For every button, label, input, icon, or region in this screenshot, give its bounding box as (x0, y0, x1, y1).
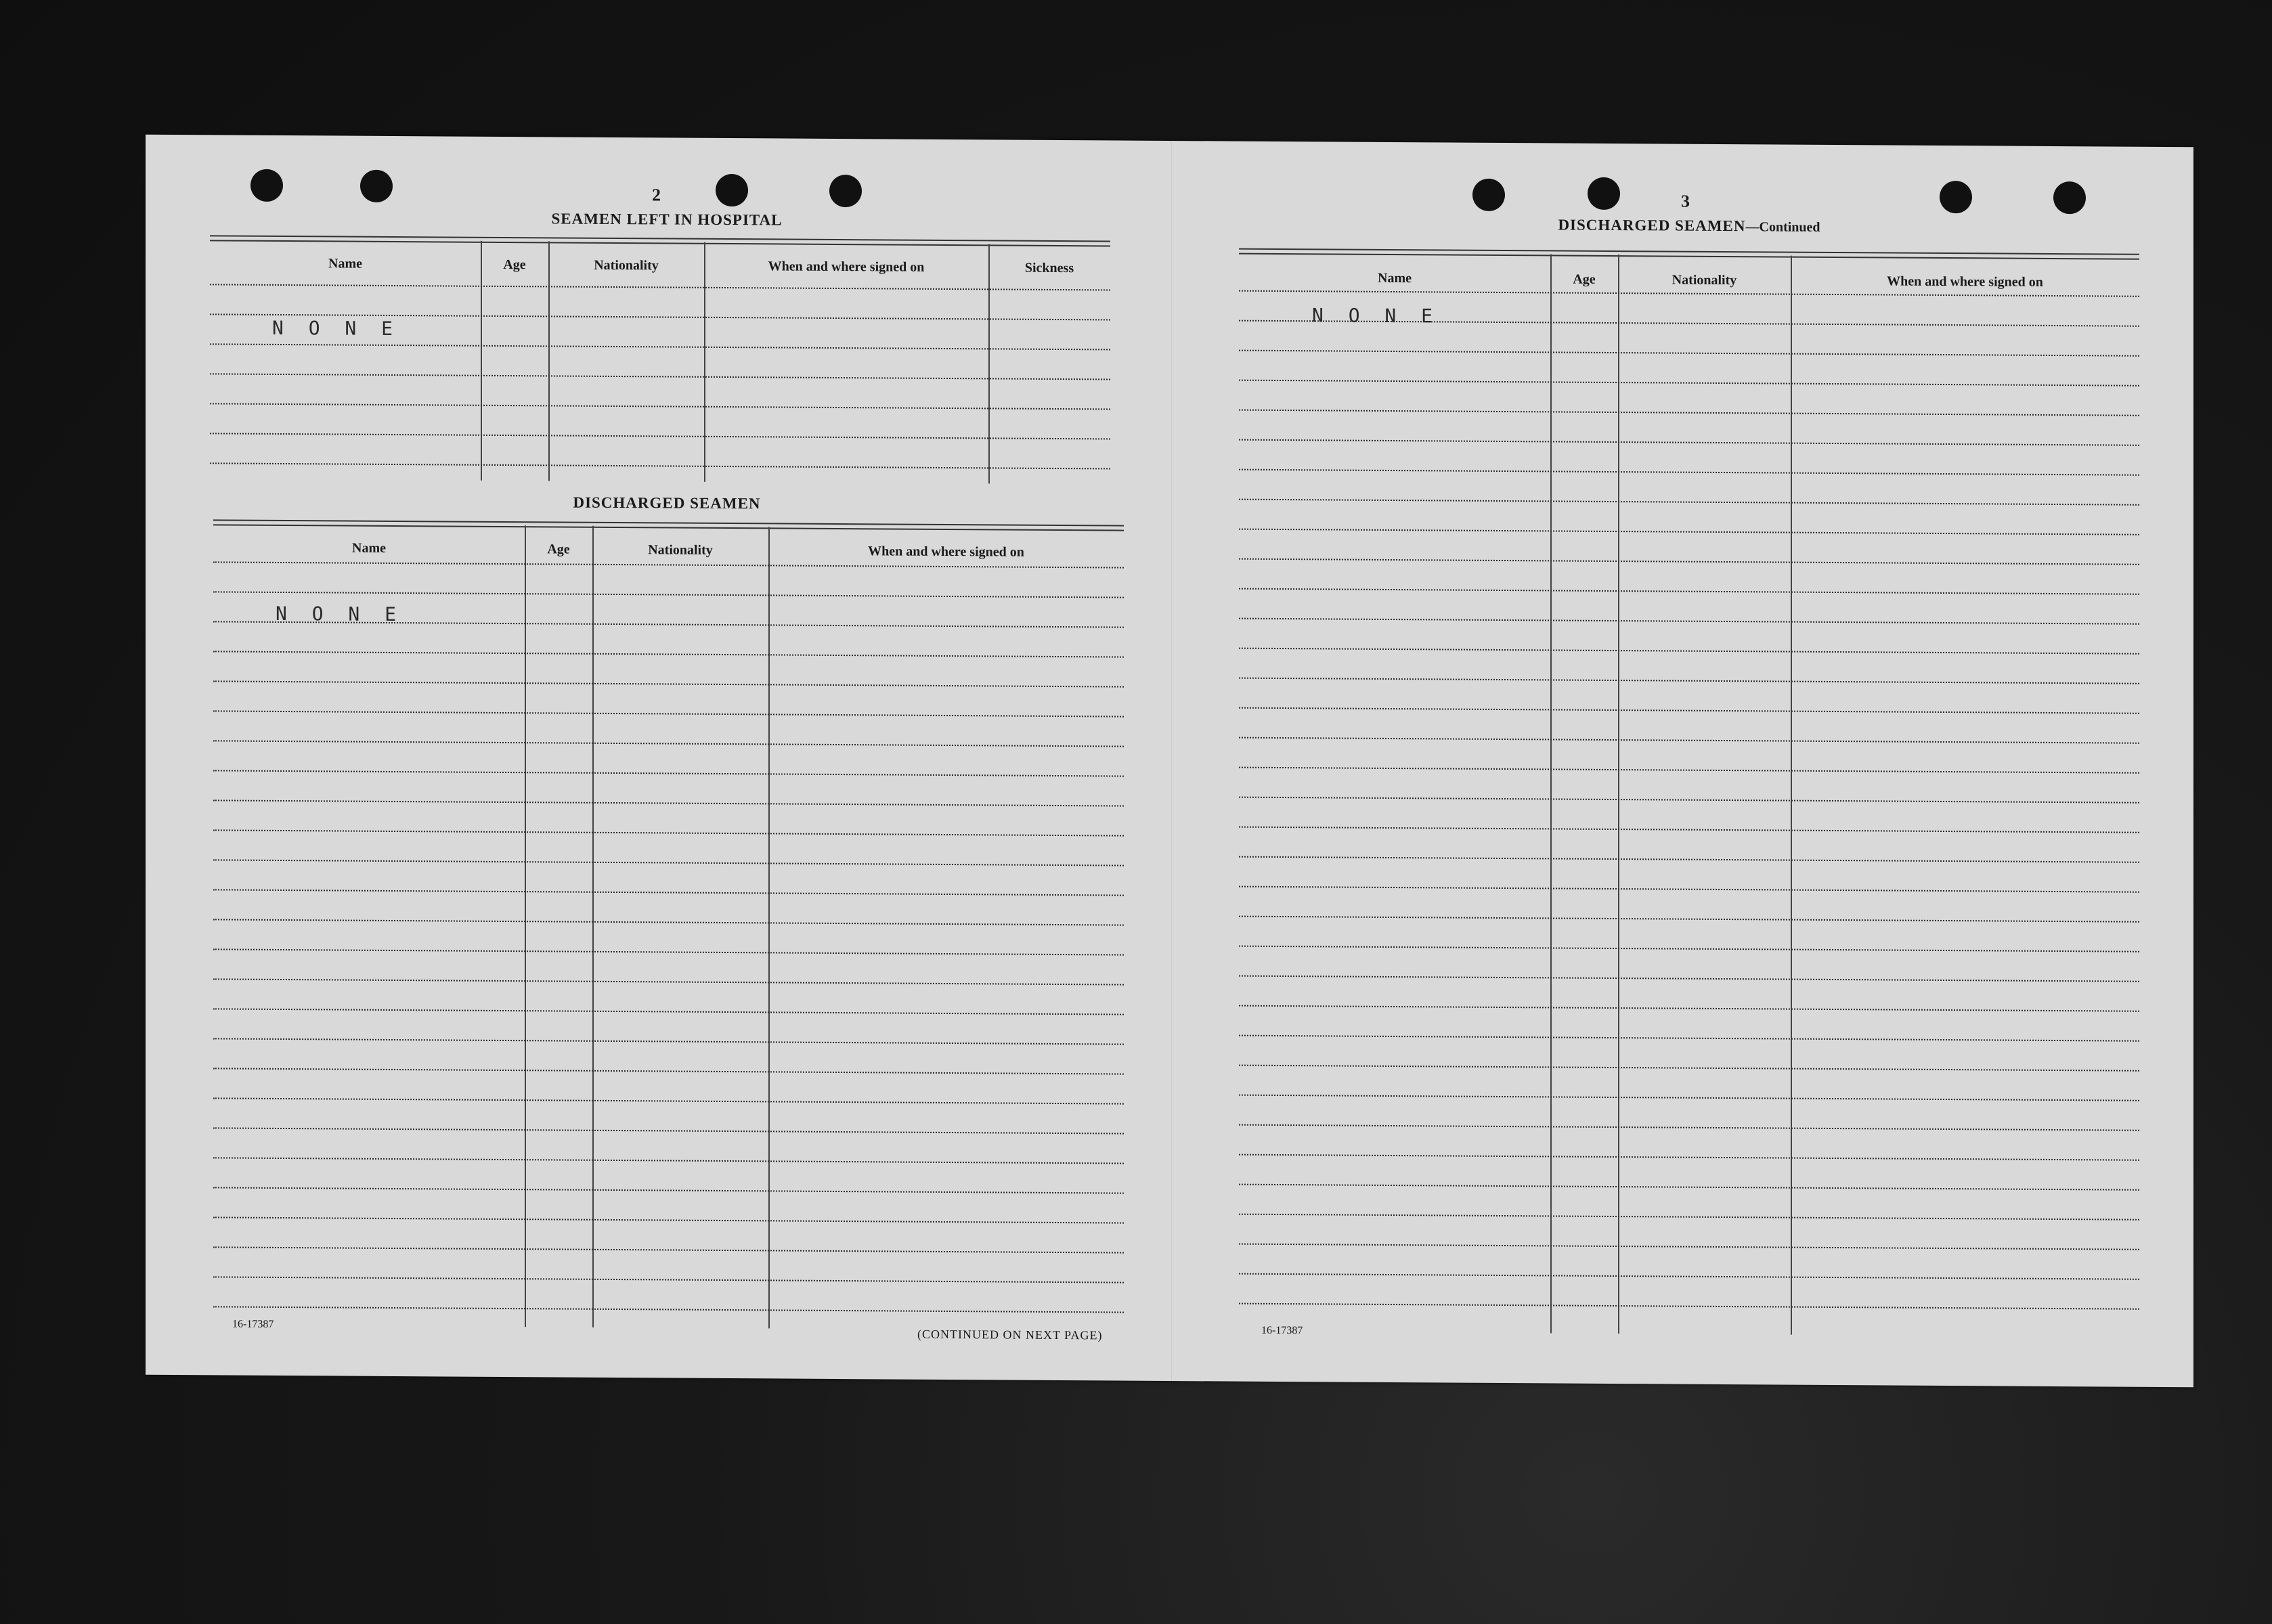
ruled-line (210, 373, 1110, 380)
punch-hole (829, 175, 862, 207)
column-header: Name (1378, 270, 1412, 286)
ruled-line (1239, 856, 2139, 863)
ruled-line (1239, 529, 2139, 535)
ruled-line (213, 978, 1124, 985)
ruled-line (1239, 648, 2139, 655)
ruled-line (213, 591, 1124, 598)
ruled-line (213, 919, 1124, 925)
column-divider (525, 525, 526, 1327)
ruled-line (210, 403, 1110, 410)
ruled-line (1239, 350, 2139, 357)
ruled-line (1239, 410, 2139, 416)
ruled-line (1239, 499, 2139, 506)
column-header: Nationality (648, 542, 713, 558)
ledger-spread (146, 135, 2193, 1387)
column-header: Age (547, 542, 570, 557)
ruled-line (213, 1216, 1124, 1223)
column-divider (592, 526, 594, 1327)
hospital-table (210, 235, 1110, 484)
column-divider (988, 244, 990, 483)
column-header: Sickness (1024, 260, 1074, 276)
discharged-table (213, 519, 1124, 1330)
ruled-line (1239, 827, 2139, 833)
ruled-line (213, 1038, 1124, 1045)
ruled-line (213, 1187, 1124, 1193)
ruled-line (210, 462, 1110, 469)
ruled-line (1239, 975, 2139, 982)
ruled-line (213, 1097, 1124, 1104)
column-divider (768, 527, 770, 1328)
ruled-line (1239, 946, 2139, 952)
column-divider (704, 242, 705, 482)
punch-hole (1940, 181, 1972, 213)
ruled-line (213, 740, 1124, 747)
discharged-continued-table (1239, 248, 2139, 1337)
ruled-line (1239, 1214, 2139, 1221)
punch-hole (716, 174, 748, 206)
left-page-number: 2 (652, 185, 661, 205)
ruled-line (1239, 1035, 2139, 1042)
page-fold (1171, 141, 1173, 1381)
ruled-line (1239, 767, 2139, 774)
ruled-line (213, 829, 1124, 836)
ruled-line (213, 1008, 1124, 1015)
ruled-line (213, 561, 1124, 568)
ruled-line (1239, 678, 2139, 684)
ruled-line (1239, 380, 2139, 387)
ruled-line (213, 1127, 1124, 1134)
ruled-line (1239, 737, 2139, 744)
ruled-line (213, 1068, 1124, 1074)
column-divider (481, 241, 482, 481)
ruled-line (210, 433, 1110, 439)
ruled-line (1239, 1005, 2139, 1012)
ruled-line (1239, 1065, 2139, 1072)
ruled-line (1239, 1095, 2139, 1101)
ruled-line (1239, 707, 2139, 714)
no-entries-text: N O N E (1312, 304, 1440, 328)
column-divider (1550, 254, 1552, 1333)
column-divider (548, 241, 550, 481)
ruled-line (1239, 1244, 2139, 1250)
ruled-line (1239, 558, 2139, 565)
right-title-suffix: —Continued (1745, 219, 1820, 235)
punch-hole (2053, 181, 2086, 214)
ruled-line (1239, 469, 2139, 476)
right-title-text: DISCHARGED SEAMEN (1558, 216, 1746, 235)
ruled-line (1239, 290, 2139, 297)
column-header: Nationality (594, 257, 659, 273)
ruled-line (213, 1276, 1124, 1283)
column-header: When and where signed on (868, 544, 1024, 560)
punch-hole (360, 170, 393, 202)
ruled-line (1239, 439, 2139, 446)
ruled-line (213, 1306, 1124, 1313)
continued-note: (CONTINUED ON NEXT PAGE) (917, 1327, 1103, 1342)
column-header: When and where signed on (1887, 273, 2043, 290)
right-page-number: 3 (1681, 191, 1690, 211)
ruled-line (1239, 588, 2139, 595)
column-header: When and where signed on (768, 259, 925, 275)
ruled-line (1239, 886, 2139, 893)
ruled-line (213, 770, 1124, 776)
ruled-line (213, 948, 1124, 955)
column-header: Name (352, 540, 386, 556)
ruled-line (213, 889, 1124, 896)
ruled-line (1239, 618, 2139, 625)
ruled-line (1239, 1154, 2139, 1161)
column-header: Age (503, 257, 526, 273)
ruled-line (1239, 1303, 2139, 1310)
ruled-line (210, 284, 1110, 290)
column-header: Name (328, 256, 362, 271)
no-entries-text: N O N E (276, 602, 403, 626)
ruled-line (213, 1157, 1124, 1164)
left-form-code: 16-17387 (232, 1318, 274, 1330)
ruled-line (210, 343, 1110, 350)
ruled-line (213, 651, 1124, 657)
right-form-code: 16-17387 (1261, 1324, 1303, 1337)
no-entries-text: N O N E (272, 316, 400, 341)
punch-hole (250, 169, 283, 202)
ruled-line (213, 1246, 1124, 1253)
ruled-line (1239, 1184, 2139, 1191)
column-header: Nationality (1672, 272, 1737, 288)
column-divider (1618, 255, 1619, 1334)
column-divider (1791, 256, 1792, 1335)
ruled-line (1239, 916, 2139, 923)
ruled-line (213, 799, 1124, 806)
ruled-line (213, 680, 1124, 687)
right-section-title (1540, 216, 1838, 236)
punch-hole (1588, 177, 1620, 210)
hospital-section-title: SEAMEN LEFT IN HOSPITAL (551, 210, 783, 229)
ruled-line (213, 859, 1124, 866)
punch-hole (1472, 179, 1505, 211)
ruled-line (1239, 1124, 2139, 1131)
column-header: Age (1573, 271, 1596, 287)
ruled-line (1239, 797, 2139, 804)
ruled-line (213, 710, 1124, 717)
discharged-section-title: DISCHARGED SEAMEN (573, 493, 761, 512)
ruled-line (1239, 1273, 2139, 1280)
